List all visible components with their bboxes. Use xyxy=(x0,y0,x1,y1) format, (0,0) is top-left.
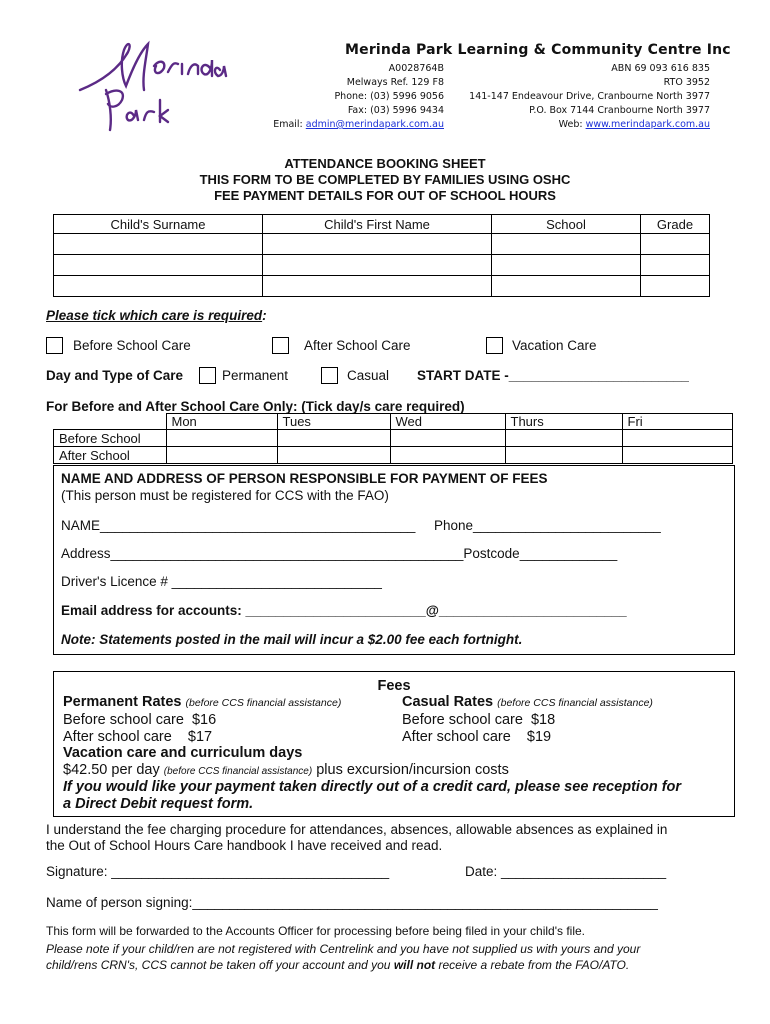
permanent-before-price: Before school care $16 xyxy=(63,712,217,728)
surname-cell[interactable] xyxy=(54,234,263,255)
day-cell[interactable] xyxy=(277,447,390,464)
table-row xyxy=(54,255,710,276)
before-school-care-label: Before School Care xyxy=(73,338,191,353)
before-school-care-checkbox[interactable] xyxy=(46,337,63,354)
date-field[interactable]: Date: ______________________ xyxy=(465,864,667,879)
org-id: A0028764B xyxy=(388,63,444,74)
grade-cell[interactable] xyxy=(641,234,710,255)
title-line-2: THIS FORM TO BE COMPLETED BY FAMILIES USING OSHC xyxy=(199,172,571,187)
casual-rates-title: Casual Rates xyxy=(402,694,494,710)
vacation-price: $42.50 per day xyxy=(63,762,160,778)
fees-heading: Fees xyxy=(377,678,411,694)
payer-subheading: (This person must be registered for CCS with the FAO) xyxy=(61,488,389,503)
org-name: Merinda Park Learning & Community Centre Inc xyxy=(345,42,731,58)
forwarded-note: This form will be forwarded to the Accounts Officer for processing before being filed in your child's file. xyxy=(46,924,585,938)
understand-statement: I understand the fee charging procedure for attendances, absences, allowable absences as explained in the Out of School Hours Care handbook I have received and read. xyxy=(46,822,668,853)
tues-header: Tues xyxy=(277,414,390,430)
title-line-3: FEE PAYMENT DETAILS FOR OUT OF SCHOOL HOURS xyxy=(214,188,556,203)
payer-details-box xyxy=(53,465,735,655)
payer-heading: NAME AND ADDRESS OF PERSON RESPONSIBLE FOR PAYMENT OF FEES xyxy=(61,471,548,486)
permanent-rates xyxy=(63,694,341,746)
table-row xyxy=(54,276,710,297)
mon-header: Mon xyxy=(166,414,277,430)
rto: RTO 3952 xyxy=(663,77,710,88)
days-heading: For Before and After School Care Only: (Tick day/s care required) xyxy=(46,399,465,414)
before-school-row-label: Before School xyxy=(54,430,167,447)
vacation-price-row xyxy=(63,762,509,780)
day-cell[interactable] xyxy=(166,430,277,447)
day-cell[interactable] xyxy=(622,447,733,464)
days-table xyxy=(53,413,733,464)
permanent-rates-sub: (before CCS financial assistance) xyxy=(185,697,342,709)
payer-phone-field[interactable]: Phone_________________________ xyxy=(434,518,661,533)
first-name-cell[interactable] xyxy=(263,234,492,255)
email-row: Email: admin@merindapark.com.au xyxy=(273,119,444,130)
start-date-field[interactable]: START DATE -________________________ xyxy=(417,368,689,383)
melways-ref: Melways Ref. 129 F8 xyxy=(346,77,444,88)
email-link[interactable]: admin@merindapark.com.au xyxy=(305,119,444,130)
school-header: School xyxy=(492,215,641,234)
org-left-info xyxy=(273,62,444,132)
school-cell[interactable] xyxy=(492,255,641,276)
day-cell[interactable] xyxy=(505,447,622,464)
web-row: Web: www.merindapark.com.au xyxy=(558,119,710,130)
signature-field[interactable]: Signature: _____________________________________ xyxy=(46,864,390,879)
day-cell[interactable] xyxy=(505,430,622,447)
name-signing-field[interactable]: Name of person signing:______________________________________________________________ xyxy=(46,895,658,910)
table-row xyxy=(54,430,733,447)
abn: ABN 69 093 616 835 xyxy=(611,63,710,74)
credit-card-note: If you would like your payment taken directly out of a credit card, please see reception for a Direct Debit request form. xyxy=(63,779,682,812)
casual-after-price: After school care $19 xyxy=(402,729,552,745)
first-name-cell[interactable] xyxy=(263,255,492,276)
thurs-header: Thurs xyxy=(505,414,622,430)
grade-cell[interactable] xyxy=(641,276,710,297)
payer-name-field[interactable]: NAME__________________________________________ xyxy=(61,518,416,533)
casual-checkbox[interactable] xyxy=(321,367,338,384)
casual-before-price: Before school care $18 xyxy=(402,712,556,728)
table-row xyxy=(54,234,710,255)
email-accounts-field[interactable]: Email address for accounts: ________________________@_________________________ xyxy=(61,603,627,618)
table-row xyxy=(54,447,733,464)
child-details-table xyxy=(53,214,710,297)
permanent-rates-title: Permanent Rates xyxy=(63,694,182,710)
first-name-cell[interactable] xyxy=(263,276,492,297)
web-link[interactable]: www.merindapark.com.au xyxy=(585,119,710,130)
surname-header: Child's Surname xyxy=(54,215,263,234)
day-type-label: Day and Type of Care xyxy=(46,368,184,383)
first-name-header: Child's First Name xyxy=(263,215,492,234)
days-header-row xyxy=(54,414,733,430)
permanent-after-price: After school care $17 xyxy=(63,729,213,745)
grade-cell[interactable] xyxy=(641,255,710,276)
vacation-sub: (before CCS financial assistance) xyxy=(163,766,313,777)
day-cell[interactable] xyxy=(277,430,390,447)
street-address: 141-147 Endeavour Drive, Cranbourne North 3977 xyxy=(469,91,710,102)
vacation-care-label: Vacation Care xyxy=(512,338,597,353)
vacation-care-checkbox[interactable] xyxy=(486,337,503,354)
school-cell[interactable] xyxy=(492,234,641,255)
school-cell[interactable] xyxy=(492,276,641,297)
after-school-care-label: After School Care xyxy=(304,338,411,353)
fax-number: Fax: (03) 5996 9434 xyxy=(347,105,444,116)
casual-rates-sub: (before CCS financial assistance) xyxy=(497,697,653,709)
day-cell[interactable] xyxy=(390,430,505,447)
fees-box xyxy=(53,671,735,817)
vacation-title: Vacation care and curriculum days xyxy=(63,745,303,761)
grade-header: Grade xyxy=(641,215,710,234)
day-cell[interactable] xyxy=(390,447,505,464)
permanent-checkbox[interactable] xyxy=(199,367,216,384)
po-box: P.O. Box 7144 Cranbourne North 3977 xyxy=(529,105,710,116)
drivers-licence-field[interactable]: Driver's Licence # ____________________________ xyxy=(61,574,382,589)
mail-fee-note: Note: Statements posted in the mail will incur a $2.00 fee each fortnight. xyxy=(61,632,523,647)
merinda-park-logo xyxy=(70,30,240,140)
crn-note: Please note if your child/ren are not registered with Centrelink and you have not supplied us with yours and your child/rens CRN's, CCS cannot be taken off your account and you will not receive a rebate from the FAO/ATO. xyxy=(46,942,641,972)
permanent-label: Permanent xyxy=(222,368,289,383)
table-header-row xyxy=(54,215,710,234)
care-heading: Please tick which care is required: xyxy=(46,308,267,323)
vacation-extra: plus excursion/incursion costs xyxy=(316,762,509,778)
casual-rates xyxy=(402,694,653,746)
day-cell[interactable] xyxy=(166,447,277,464)
day-cell[interactable] xyxy=(622,430,733,447)
wed-header: Wed xyxy=(390,414,505,430)
org-right-info xyxy=(469,62,710,132)
payer-address-field[interactable]: Address_______________________________________________Postcode_____________ xyxy=(61,546,618,561)
phone-number: Phone: (03) 5996 9056 xyxy=(334,91,444,102)
casual-label: Casual xyxy=(347,368,390,383)
surname-cell[interactable] xyxy=(54,276,263,297)
title-line-1: ATTENDANCE BOOKING SHEET xyxy=(284,156,486,171)
form-title xyxy=(0,156,770,204)
after-school-row-label: After School xyxy=(54,447,167,464)
after-school-care-checkbox[interactable] xyxy=(272,337,289,354)
fri-header: Fri xyxy=(622,414,733,430)
surname-cell[interactable] xyxy=(54,255,263,276)
